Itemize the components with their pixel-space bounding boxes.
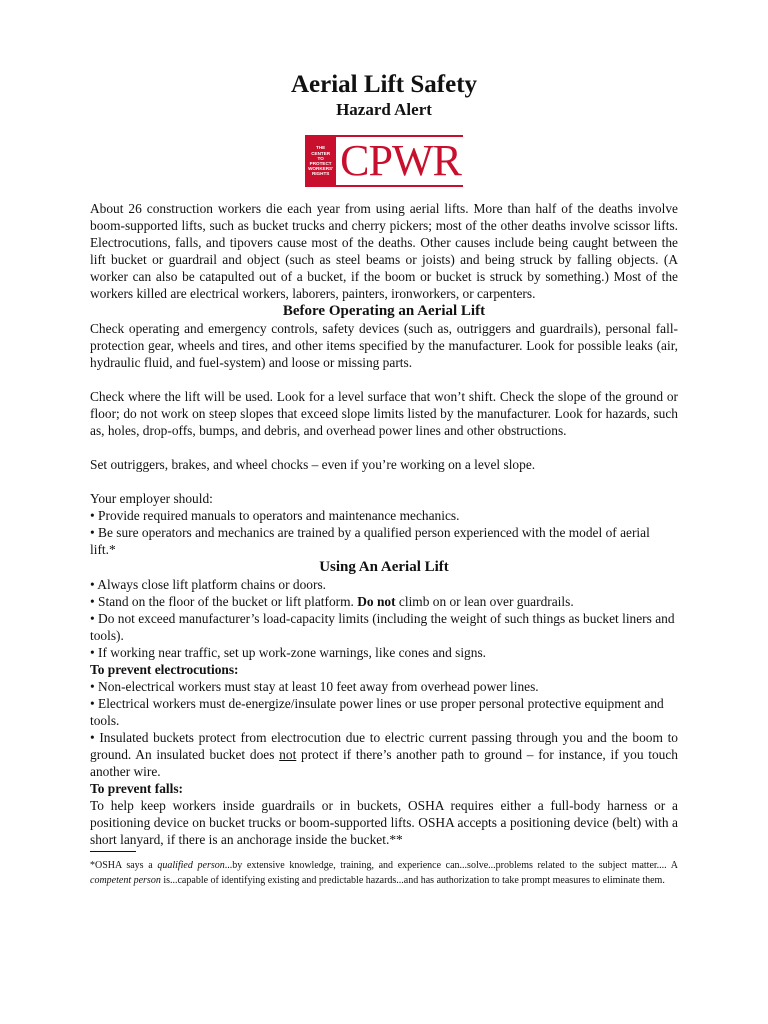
footnote: *OSHA says a qualified person...by extensive knowledge, training, and experience can...solve...problems related to the subject matter.... A competent person is...capable of identifying existing and predictable hazards...and has authorization to take prompt measures to eliminate them. [90, 860, 678, 886]
list-item: • Always close lift platform chains or doors. [90, 577, 327, 592]
footnote-divider [90, 851, 136, 852]
list-item: • If working near traffic, set up work-zone warnings, like cones and signs. [90, 645, 487, 660]
list-item: • Non-electrical workers must stay at least 10 feet away from overhead power lines. [90, 679, 539, 694]
page-title: Aerial Lift Safety [290, 71, 478, 98]
section-heading-using: Using An Aerial Lift [319, 559, 449, 575]
logo-wordmark: CPWR [340, 136, 461, 185]
section-heading-before: Before Operating an Aerial Lift [282, 303, 486, 319]
employer-lead: Your employer should: [90, 491, 213, 506]
list-item: • Do not exceed manufacturer’s load-capacity limits (including the weight of such things as bucket liners and tools). [90, 611, 675, 643]
list-item: • Provide required manuals to operators and maintenance mechanics. [90, 508, 460, 523]
falls-heading: To prevent falls: [90, 781, 183, 796]
document-content [90, 0, 678, 888]
list-item: • Electrical workers must de-energize/insulate power lines or use proper personal protective equipment and tools. [90, 696, 664, 728]
list-item: • Be sure operators and mechanics are trained by a qualified person experienced with the model of aerial lift.* [90, 525, 650, 557]
electrocution-heading: To prevent electrocutions: [90, 662, 239, 677]
falls-paragraph: To help keep workers inside guardrails or in buckets, OSHA requires either a full-body harness or a positioning device on bucket trucks or boom-supported lifts. OSHA accepts a positioning device (belt) with a short lanyard, if there is an anchorage inside the bucket.** [90, 798, 678, 847]
cpwr-logo [90, 135, 678, 187]
list-item: • Insulated buckets protect from electrocution due to electric current passing through you and the boom to ground. An insulated bucket does not protect if there’s another path to ground – for instance, if you touch another wire. [90, 730, 679, 779]
intro-paragraph: About 26 construction workers die each year from using aerial lifts. More than half of the deaths involve boom-supported lifts, such as bucket trucks and cherry pickers; most of the other deaths involve scissor lifts. Electrocutions, falls, and tipovers cause most of the deaths. Other causes include being caught between the lift bucket or guardrail and object (such as steel beams or joists) and being struck by falling objects. (A worker can also be catapulted out of a bucket, if the boom or bucket is struck by something.) Most of the workers killed are electrical workers, laborers, painters, ironworkers, or carpenters. [90, 201, 678, 301]
page-subtitle: Hazard Alert [336, 100, 432, 119]
list-item: • Stand on the floor of the bucket or lift platform. Do not climb on or lean over guardrails. [90, 594, 574, 609]
before-paragraph-3: Set outriggers, brakes, and wheel chocks – even if you’re working on a level slope. [90, 457, 536, 472]
before-paragraph-2: Check where the lift will be used. Look for a level surface that won’t shift. Check the slope of the ground or floor; do not work on steep slopes that exceed slope limits listed by the manufacturer. Look for hazards, such as, holes, drop-offs, bumps, and debris, and overhead power lines and other obstructions. [90, 389, 678, 438]
logo-box: THE CENTER TO PROTECT WORKERS' RIGHTS [305, 137, 336, 185]
before-paragraph-1: Check operating and emergency controls, safety devices (such as, outriggers and guardrails), personal fall-protection gear, wheels and tires, and other items specified by the manufacturer. Look for possible leaks (air, hydraulic fluid, and fuel-system) and loose or missing parts. [90, 321, 678, 370]
